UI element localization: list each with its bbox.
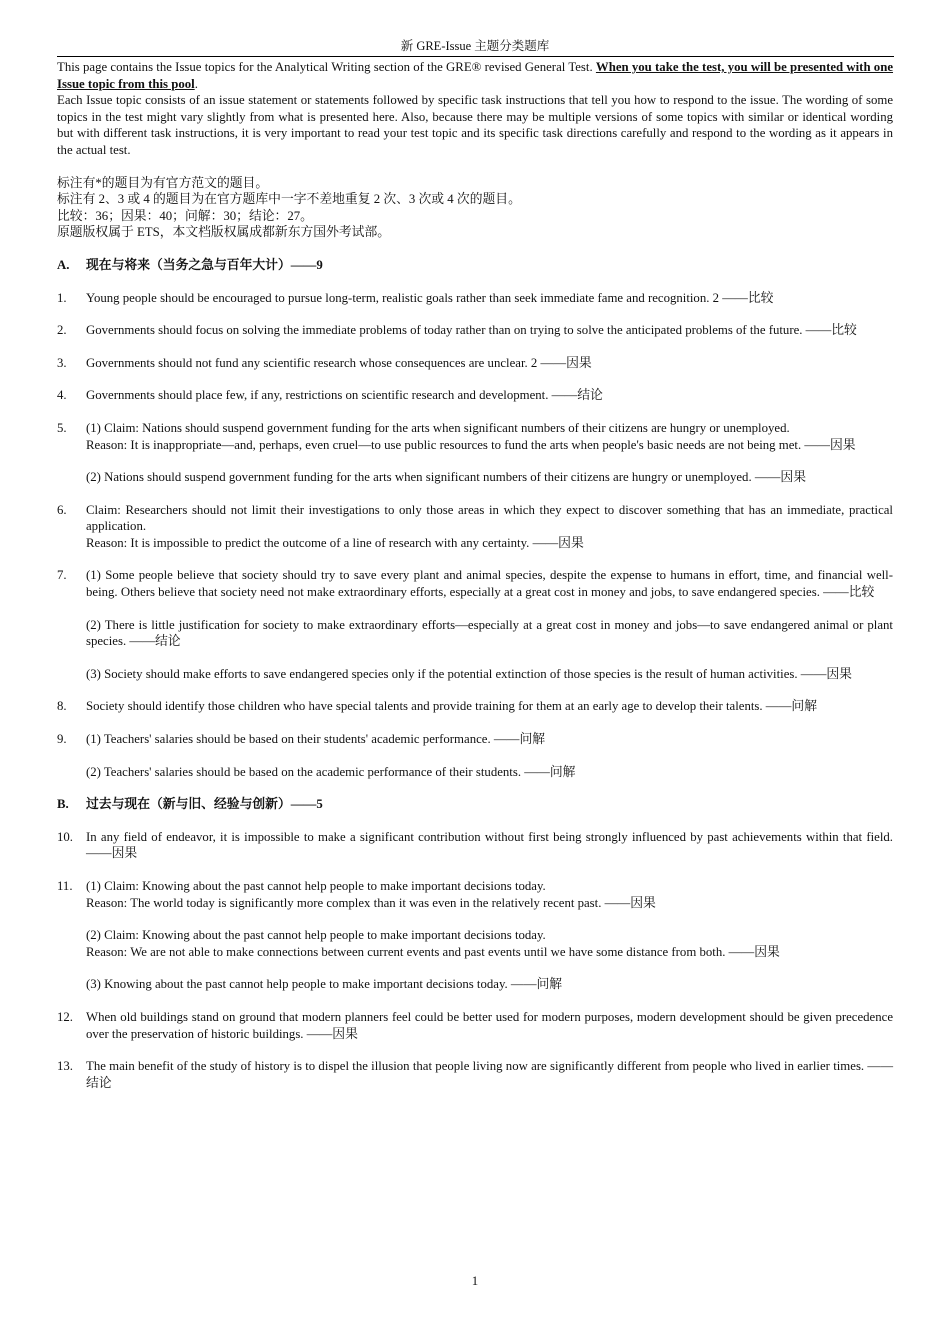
topic-body (86, 420, 893, 486)
section-title: 过去与现在（新与旧、经验与创新）——5 (86, 797, 323, 812)
topic-item (57, 829, 893, 862)
intro-text: This page contains the Issue topics for the Analytical Writing section of the GRE® revised General Test. (57, 60, 596, 74)
header-rule (57, 56, 894, 57)
topic-text: Society should identify those children who have special talents and provide training for them at an early age to develop their talents. ——问解 (86, 699, 817, 714)
topic-number: 13. (57, 1059, 73, 1074)
topic-item (57, 502, 893, 552)
topic-text: (2) Nations should suspend government funding for the arts when significant numbers of their citizens are hungry or unemployed. ——因果 (86, 470, 807, 485)
topic-item (57, 567, 893, 682)
topic-body (86, 698, 893, 715)
topic-body (86, 1058, 893, 1091)
topic-text: When old buildings stand on ground that modern planners feel could be better used for modern purposes, modern development should be given precedence over the preservation of historic buildings. ——因果 (86, 1009, 893, 1041)
topic-number: 2. (57, 323, 67, 338)
topic-text: Reason: It is impossible to predict the outcome of a line of research with any certainty. ——因果 (86, 535, 584, 550)
topic-body (86, 502, 893, 552)
topic-item (57, 1058, 893, 1091)
note-line: 标注有 2、3 或 4 的题目为在官方题库中一字不差地重复 2 次、3 次或 4 次的题目。 (57, 192, 521, 207)
topic-body (86, 731, 893, 780)
topic-number: 12. (57, 1009, 73, 1024)
topic-body (86, 567, 893, 682)
note-line: 原题版权属于 ETS，本文档版权属成都新东方国外考试部。 (57, 225, 391, 240)
topic-text: Governments should not fund any scientific research whose consequences are unclear. 2 ——因果 (86, 355, 592, 370)
topic-number: 4. (57, 388, 67, 403)
topic-body (86, 829, 893, 862)
topic-text: Reason: We are not able to make connections between current events and past events until we have some distance from both. ——因果 (86, 944, 780, 959)
topic-text: Governments should focus on solving the immediate problems of today rather than on trying to solve the anticipated problems of the future. ——比较 (86, 323, 857, 338)
section-label: A. (57, 257, 70, 272)
topic-item (57, 731, 893, 780)
note-line: 比较：36；因果：40；问解：30；结论：27。 (57, 208, 313, 223)
topic-body (86, 355, 893, 372)
topic-number: 8. (57, 699, 67, 714)
intro-period: . (194, 76, 198, 91)
topic-number: 3. (57, 355, 67, 370)
topic-text: (1) Teachers' salaries should be based on their students' academic performance. ——问解 (86, 732, 546, 747)
topic-number: 6. (57, 502, 67, 517)
topic-text: Governments should place few, if any, restrictions on scientific research and development. ——结论 (86, 388, 603, 403)
topic-text: (3) Knowing about the past cannot help people to make important decisions today. ——问解 (86, 977, 563, 992)
topic-text: In any field of endeavor, it is impossible to make a significant contribution without first being strongly influenced by past achievements within that field. ——因果 (86, 829, 893, 861)
topic-text: (2) Claim: Knowing about the past cannot help people to make important decisions today. (86, 928, 546, 943)
topic-number: 9. (57, 732, 67, 747)
topic-body (86, 1009, 893, 1042)
topic-item (57, 1009, 893, 1042)
topic-body (86, 387, 893, 404)
topic-text: (2) Teachers' salaries should be based on the academic performance of their students. ——问解 (86, 764, 576, 779)
topic-text: The main benefit of the study of history is to dispel the illusion that people living now are significantly different from people who lived in earlier times. ——结论 (86, 1059, 893, 1090)
page-header: 新 GRE-Issue 主题分类题库 (400, 39, 550, 53)
intro-paragraph-1 (57, 59, 893, 92)
topic-item (57, 878, 893, 993)
topic-item (57, 290, 893, 307)
topic-text: (3) Society should make efforts to save endangered species only if the potential extinction of those species is the result of human activities. ——因果 (86, 666, 852, 681)
topic-number: 5. (57, 420, 67, 435)
topic-text: Young people should be encouraged to pursue long-term, realistic goals rather than seek immediate fame and recognition. 2 ——比较 (86, 290, 774, 305)
topic-text: Reason: It is inappropriate—and, perhaps, even cruel—to use public resources to fund the arts when people's basic needs are not being met. ——因果 (86, 437, 856, 452)
document-body (57, 59, 893, 1091)
topic-item (57, 355, 893, 372)
notes-block (57, 175, 893, 241)
topic-sections (57, 257, 893, 1091)
topic-item (57, 387, 893, 404)
topic-text: Claim: Researchers should not limit their investigations to only those areas in which they expect to discover something that has an immediate, practical application. (86, 502, 893, 534)
intro-paragraph-2: Each Issue topic consists of an issue statement or statements followed by specific task instructions that tell you how to respond to the issue. The wording of some topics in the test might vary slightly from what is presented here. Also, because there may be multiple versions of some topics with similar or identical wording but with different task instructions, it is very important to read your test topic and its specific task directions carefully and respond to the wording as it appears in the actual test. (57, 93, 893, 157)
intro-emphasis: When you take the test, you will be presented with one Issue topic from this pool (57, 60, 894, 91)
topic-text: (1) Some people believe that society should try to save every plant and animal species, despite the expense to humans in effort, time, and financial well-being. Others believe that society need not make extraordinary efforts, especially at a great cost in money and jobs, to save endangered species. ——比较 (86, 568, 893, 600)
topic-item (57, 420, 893, 486)
section-heading (57, 257, 893, 274)
topic-text: Reason: The world today is significantly more complex than it was even in the relatively recent past. ——因果 (86, 895, 656, 910)
page-number: 1 (471, 1274, 479, 1288)
topic-text: (2) There is little justification for society to make extraordinary efforts—especially at a great cost in money and jobs—to save endangered animal or plant species. ——结论 (86, 617, 893, 649)
topic-number: 11. (57, 879, 73, 893)
note-line: 标注有*的题目为有官方范文的题目。 (57, 175, 269, 190)
topic-item (57, 322, 893, 339)
topic-text: (1) Claim: Nations should suspend government funding for the arts when significant numbers of their citizens are hungry or unemployed. (86, 420, 790, 435)
topic-number: 7. (57, 568, 67, 583)
topic-body (86, 290, 893, 307)
topic-number: 1. (57, 290, 67, 305)
section-heading (57, 796, 893, 813)
topic-body (86, 322, 893, 339)
topic-item (57, 698, 893, 715)
topic-number: 10. (57, 829, 73, 844)
topic-text: (1) Claim: Knowing about the past cannot help people to make important decisions today. (86, 879, 546, 893)
topic-body (86, 878, 893, 993)
section-title: 现在与将来（当务之急与百年大计）——9 (86, 257, 323, 272)
section-label: B. (57, 797, 69, 812)
